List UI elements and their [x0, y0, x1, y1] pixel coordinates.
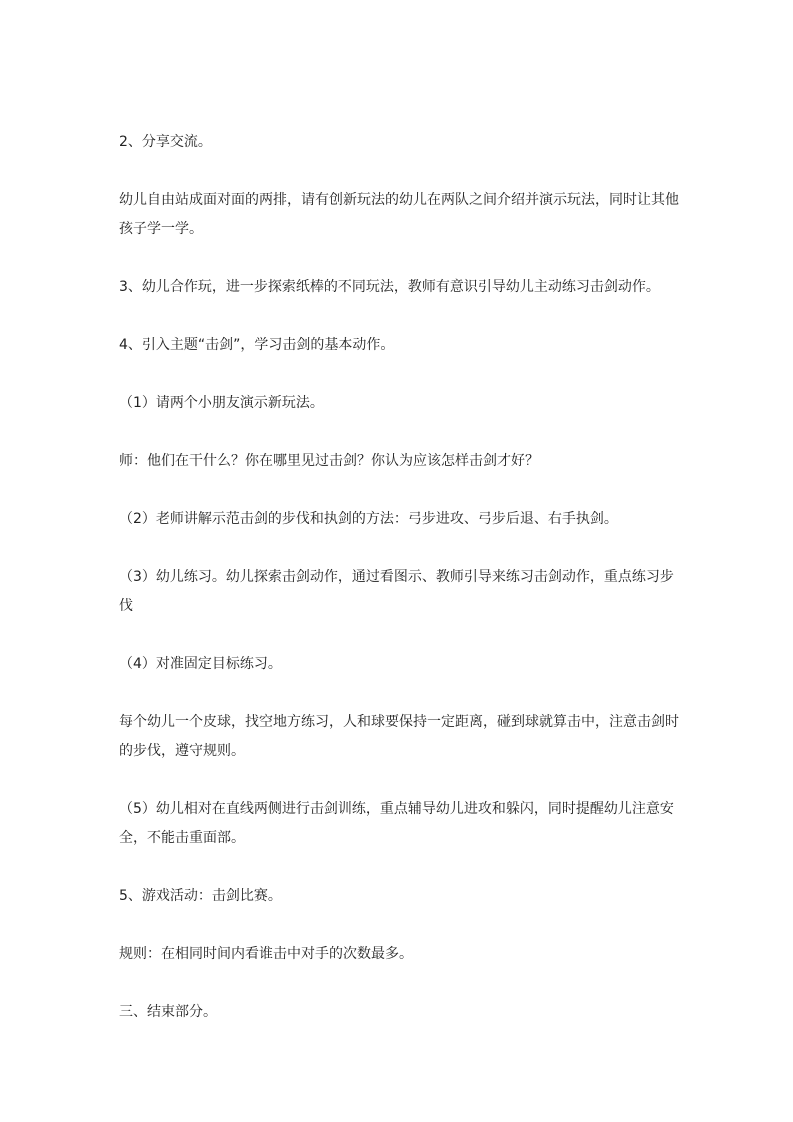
paragraph-rules: 规则：在相同时间内看谁击中对手的次数最多。 [119, 946, 413, 962]
paragraph-teacher-questions: 师：他们在干什么？你在哪里见过击剑？你认为应该怎样击剑才好？ [119, 453, 539, 469]
paragraph-ball-practice: 每个幼儿一个皮球，找空地方练习，人和球要保持一定距离，碰到球就算击中，注意击剑时的步伐，遵守规则。 [119, 714, 679, 759]
paragraph-step-3-practice: （3）幼儿练习。幼儿探索击剑动作，通过看图示、教师引导来练习击剑动作，重点练习步伐 [119, 569, 674, 614]
paragraph-step-4-target: （4）对准固定目标练习。 [119, 656, 282, 672]
paragraph-step-5-training: （5）幼儿相对在直线两侧进行击剑训练，重点辅导幼儿进攻和躲闪，同时提醒幼儿注意安全，不能击重面部。 [119, 801, 674, 846]
paragraph-closing-section: 三、结束部分。 [119, 1004, 217, 1020]
paragraph-step-1-demo: （1）请两个小朋友演示新玩法。 [119, 395, 324, 411]
document-body [119, 128, 679, 1056]
paragraph-game-activity: 5、游戏活动：击剑比赛。 [119, 888, 282, 904]
paragraph-introduce-fencing: 4、引入主题“击剑”，学习击剑的基本动作。 [119, 337, 395, 353]
paragraph-step-2-explain: （2）老师讲解示范击剑的步伐和执剑的方法：弓步进攻、弓步后退、右手执剑。 [119, 511, 618, 527]
paragraph-cooperative-play: 3、幼儿合作玩，进一步探索纸棒的不同玩法，教师有意识引导幼儿主动练习击剑动作。 [119, 279, 660, 295]
paragraph-face-to-face-rows: 幼儿自由站成面对面的两排，请有创新玩法的幼儿在两队之间介绍并演示玩法，同时让其他孩子学一学。 [119, 192, 679, 237]
paragraph-share-exchange: 2、分享交流。 [119, 134, 212, 150]
